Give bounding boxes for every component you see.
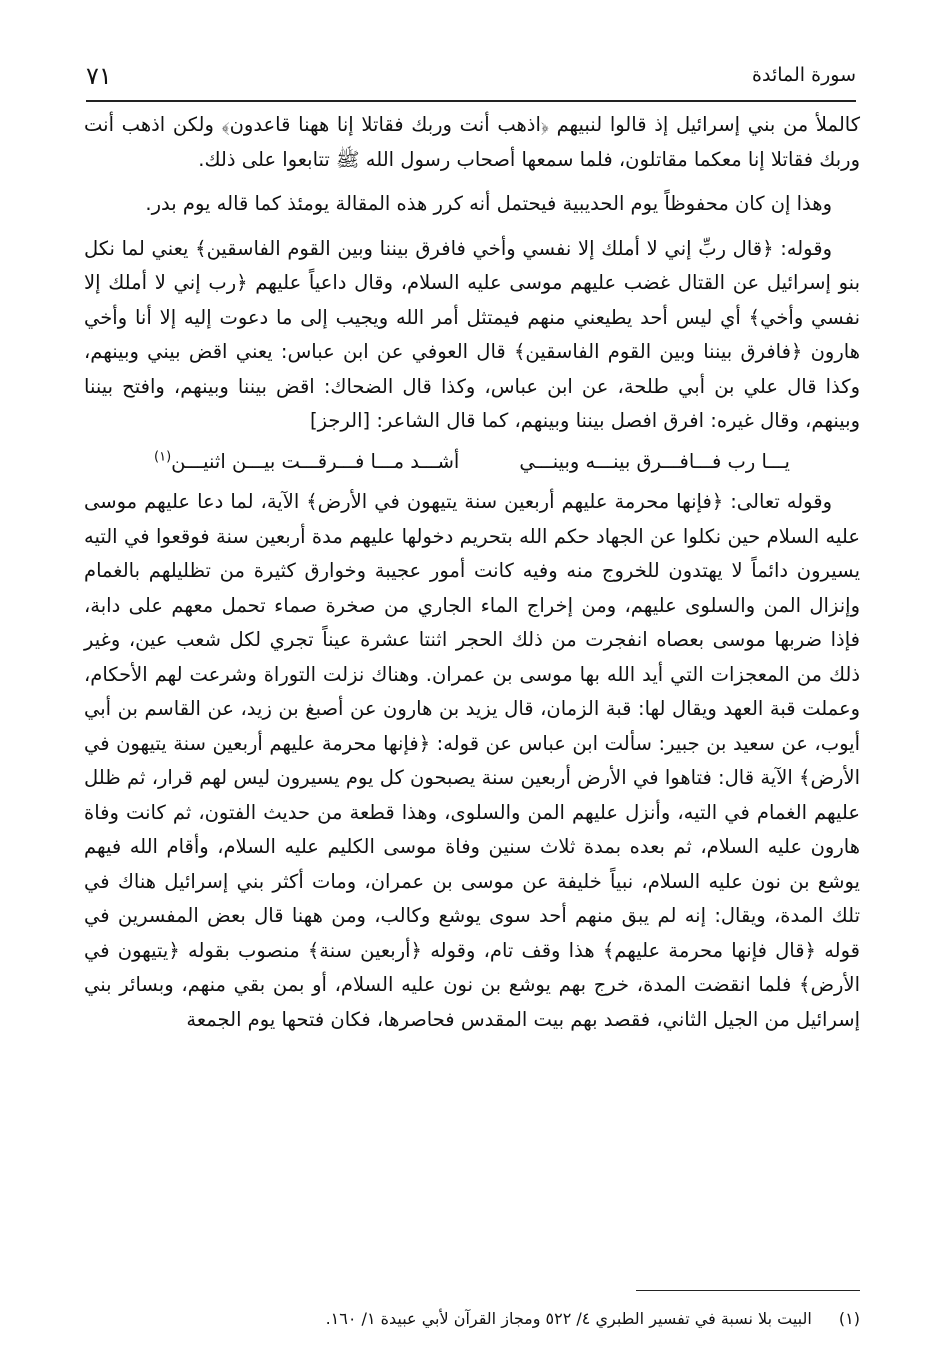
surah-title: سورة المائدة xyxy=(752,64,856,86)
paragraph-spacer xyxy=(84,222,860,232)
paragraph-2: وهذا إن كان محفوظاً يوم الحديبية فيحتمل أنه كرر هذه المقالة يومئذ كما قاله يوم بدر. xyxy=(145,192,832,215)
running-header xyxy=(86,62,856,98)
header-divider xyxy=(86,100,856,102)
paragraph-1: كالملأ من بني إسرائيل إذ قالوا لنبيهم ﴿اذهب أنت وربك فقاتلا إنا ههنا قاعدون﴾ ولكن اذهب أنت وربك فقاتلا إنا معكما مقاتلون، فلما سمعها أصحاب رسول الله ﷺ تتابعوا على ذلك. xyxy=(84,113,860,171)
footnote-number: (١) xyxy=(838,1309,860,1328)
paragraph-4: وقوله تعالى: ﴿فإنها محرمة عليهم أربعين سنة يتيهون في الأرض﴾ الآية، لما دعا عليهم موسى عليه السلام حين نكلوا عن الجهاد حكم الله بتحريم دخولها عليهم مدة أربعين سنة فوقعوا في التيه يسيرون دائماً لا يهتدون للخروج منه وفيه كانت أمور عجيبة وخوارق كثيرة من تظليلهم بالغمام وإنزال المن والسلوى عليهم، ومن إخراج الماء الجاري من صخرة صماء تحمل معهم على دابة، فإذا ضربها موسى بعصاه انفجرت من ذلك الحجر اثنتا عشرة عيناً تجري لكل شعب عين، وغير ذلك من المعجزات التي أيد الله بها موسى بن عمران. وهناك نزلت التوراة وشرعت لهم الأحكام، وعملت قبة العهد ويقال لها: قبة الزمان، قال يزيد بن هارون عن أصبغ بن زيد، عن القاسم بن أبي أيوب، عن سعيد بن جبير: سألت ابن عباس عن قوله: ﴿فإنها محرمة عليهم أربعين سنة يتيهون في الأرض﴾ الآية قال: فتاهوا في الأرض أربعين سنة يصبحون كل يوم يسيرون ليس لهم قرار، ثم ظلل عليهم الغمام في التيه، وأنزل عليهم المن والسلوى، وهذا قطعة من حديث الفتون، ثم كانت وفاة هارون عليه السلام، ثم بعده بمدة ثلاث سنين وفاة موسى الكليم عليه السلام، وأقام الله فيهم يوشع بن نون عليه السلام، نبياً خليفة عن موسى بن عمران، ومات أكثر بني إسرائيل هناك في تلك المدة، ويقال: إنه لم يبق منهم أحد سوى يوشع وكالب، ومن ههنا قال بعض المفسرين في قوله ﴿قال فإنها محرمة عليهم﴾ هذا وقف تام، وقوله ﴿أربعين سنة﴾ منصوب بقوله ﴿يتيهون في الأرض﴾ فلما انقضت المدة، خرج بهم يوشع بن نون عليه السلام، أو بمن بقي منهم، وبسائر بني إسرائيل من الجيل الثاني، فقصد بهم بيت المقدس فحاصرها، فكان فتحها يوم الجمعة xyxy=(84,490,860,1031)
footnote xyxy=(200,1306,860,1332)
footnote-divider xyxy=(636,1290,860,1291)
poem-second-hemistich: أشـــد مـــا فـــرقـــت بيـــن اثنيـــن$^{(١)}$ xyxy=(154,449,460,473)
paragraph-spacer xyxy=(84,177,860,187)
paragraph-3: وقوله: ﴿قال ربِّ إني لا أملك إلا نفسي وأخي فافرق بيننا وبين القوم الفاسقين﴾ يعني لما نكل بنو إسرائيل عن القتال غضب عليهم موسى عليه السلام، وقال داعياً عليهم ﴿رب إني لا أملك إلا نفسي وأخي﴾ أي ليس أحد يطيعني منهم فيمتثل أمر الله ويجيب إلى ما دعوت إليه إلا أنا وأخي هارون ﴿فافرق بيننا وبين القوم الفاسقين﴾ قال العوفي عن ابن عباس: يعني اقض بيني وبينهم، وكذا قال علي بن أبي طلحة، عن ابن عباس، وكذا قال الضحاك: اقض بيننا وبينهم، وافتح بيننا وبينهم، وقال غيره: افرق افصل بيننا وبينهم، كما قال الشاعر: [الرجز] xyxy=(84,236,860,432)
footnote-reference: (١) xyxy=(154,449,172,464)
footnote-text: البيت بلا نسبة في تفسير الطبري ٤/ ٥٢٢ ومجاز القرآن لأبي عبيدة ١/ ١٦٠. xyxy=(325,1309,812,1328)
poem-first-hemistich: يـــا رب فـــافـــرق بينـــه وبينـــي xyxy=(519,449,790,473)
page-number: ٧١ xyxy=(86,62,112,90)
main-text xyxy=(84,108,860,1037)
poem-verse xyxy=(84,445,860,480)
